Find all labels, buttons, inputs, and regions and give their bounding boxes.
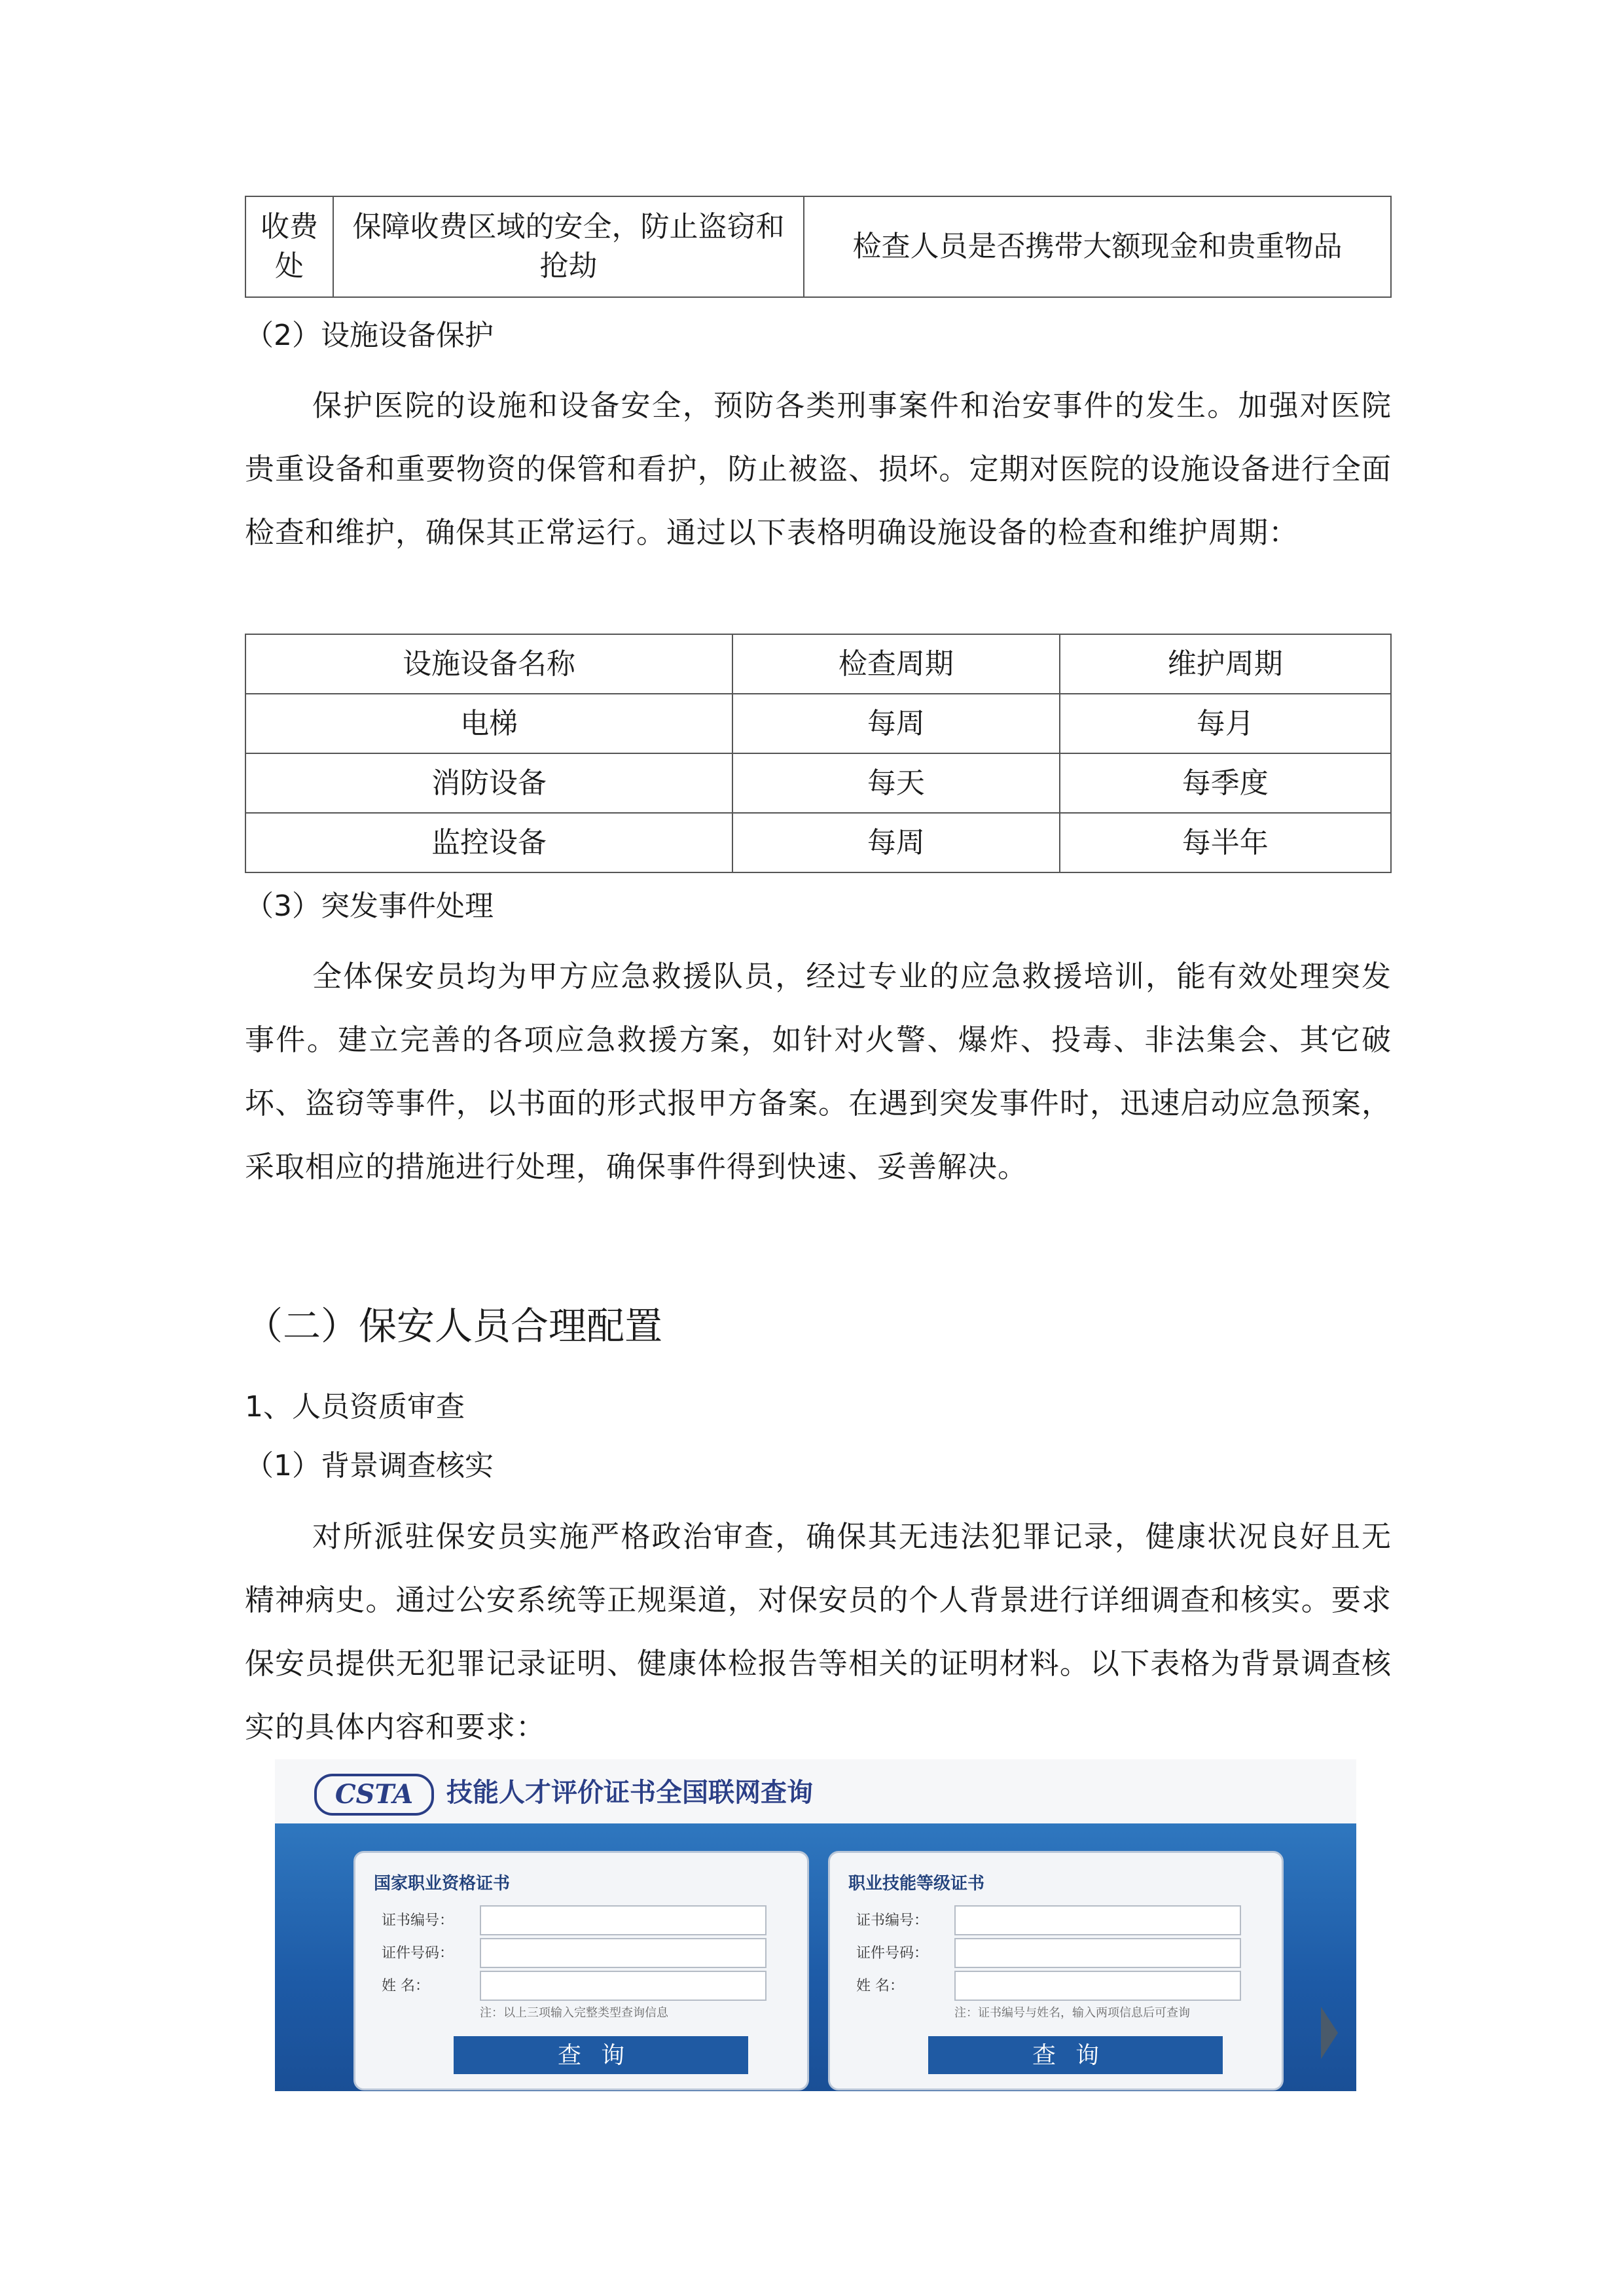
table-row [245, 694, 1391, 753]
id-number-input[interactable] [480, 1938, 767, 1968]
table-row [245, 813, 1391, 872]
table-cell: 每月 [1060, 694, 1391, 753]
field-label: 姓 名： [856, 1978, 904, 1994]
skill-certificate-panel [828, 1851, 1284, 2090]
query-button[interactable]: 查询 [454, 2036, 748, 2074]
certificate-number-input[interactable] [954, 1905, 1241, 1935]
name-row [382, 1971, 787, 2000]
table-cell: 监控设备 [245, 813, 732, 872]
table-cell: 电梯 [245, 694, 732, 753]
table-row [245, 196, 1391, 297]
table-cell: 每周 [732, 694, 1059, 753]
table-cell: 每天 [732, 753, 1059, 813]
subheading-background-check: （1）背景调查核实 [245, 1449, 494, 1482]
facility-maintenance-table [245, 634, 1392, 873]
paragraph-facility: 保护医院的设施和设备安全，预防各类刑事案件和治安事件的发生。加强对医院贵重设备和重要物资的保管和看护，防止被盗、损坏。定期对医院的设施设备进行全面检查和维护，确保其正常运行。通过以下表格明确设施设备的检查和维护周期： [245, 388, 1392, 550]
subheading-qualification: 1、人员资质审查 [245, 1390, 465, 1424]
panel-title: 国家职业资格证书 [374, 1874, 511, 1893]
certificate-number-input[interactable] [480, 1905, 767, 1935]
certificate-query-screenshot [275, 1759, 1356, 2091]
field-label: 证件号码： [382, 1945, 454, 1962]
field-label: 证书编号： [856, 1912, 929, 1929]
table-cell: 每半年 [1060, 813, 1391, 872]
paragraph-emergency: 全体保安员均为甲方应急救援队员，经过专业的应急救援培训，能有效处理突发事件。建立完善的各项应急救援方案，如针对火警、爆炸、投毒、非法集会、其它破坏、盗窃等事件，以书面的形式报甲方备案。在遇到突发事件时，迅速启动应急预案，采取相应的措施进行处理，确保事件得到快速、妥善解决。 [245, 959, 1392, 1184]
header-cell: 设施设备名称 [245, 634, 732, 694]
figure-header [275, 1759, 1356, 1823]
panel-title: 职业技能等级证书 [848, 1874, 985, 1893]
table-row [245, 753, 1391, 813]
next-arrow-icon[interactable] [1321, 2007, 1338, 2059]
table-header-row [245, 634, 1391, 694]
query-button[interactable]: 查询 [928, 2036, 1223, 2074]
section-heading-emergency: （3）突发事件处理 [245, 889, 494, 923]
field-label: 证件号码： [856, 1945, 929, 1962]
paragraph-background-check: 对所派驻保安员实施严格政治审查，确保其无违法犯罪记录，健康状况良好且无精神病史。通过公安系统等正规渠道，对保安员的个人背景进行详细调查和核实。要求保安员提供无犯罪记录证明、健康体检报告等相关的证明材料。以下表格为背景调查核实的具体内容和要求： [245, 1519, 1392, 1744]
header-cell: 维护周期 [1060, 634, 1391, 694]
national-certificate-panel [353, 1851, 809, 2090]
cell-measure: 检查人员是否携带大额现金和贵重物品 [804, 196, 1391, 297]
cell-location: 收费处 [245, 196, 333, 297]
id-number-row [382, 1938, 787, 1967]
field-label: 姓 名： [382, 1978, 429, 1994]
name-input[interactable] [480, 1971, 767, 2001]
security-area-table [245, 196, 1392, 298]
table-cell: 每周 [732, 813, 1059, 872]
table-cell: 每季度 [1060, 753, 1391, 813]
certificate-number-row [856, 1905, 1262, 1934]
chapter-heading: （二）保安人员合理配置 [245, 1304, 663, 1348]
cell-purpose: 保障收费区域的安全，防止盗窃和抢劫 [333, 196, 804, 297]
panel-note: 注：证书编号与姓名，输入两项信息后可查询 [954, 2006, 1190, 2020]
name-input[interactable] [954, 1971, 1241, 2001]
figure-background-band [275, 1823, 1356, 2091]
csta-logo: CSTA [314, 1774, 434, 1816]
header-cell: 检查周期 [732, 634, 1059, 694]
id-number-input[interactable] [954, 1938, 1241, 1968]
id-number-row [856, 1938, 1262, 1967]
field-label: 证书编号： [382, 1912, 454, 1929]
panel-note: 注：以上三项输入完整类型查询信息 [480, 2006, 668, 2020]
name-row [856, 1971, 1262, 2000]
section-heading-facility: （2）设施设备保护 [245, 319, 494, 352]
table-cell: 消防设备 [245, 753, 732, 813]
certificate-number-row [382, 1905, 787, 1934]
figure-title: 技能人才评价证书全国联网查询 [446, 1778, 813, 1808]
